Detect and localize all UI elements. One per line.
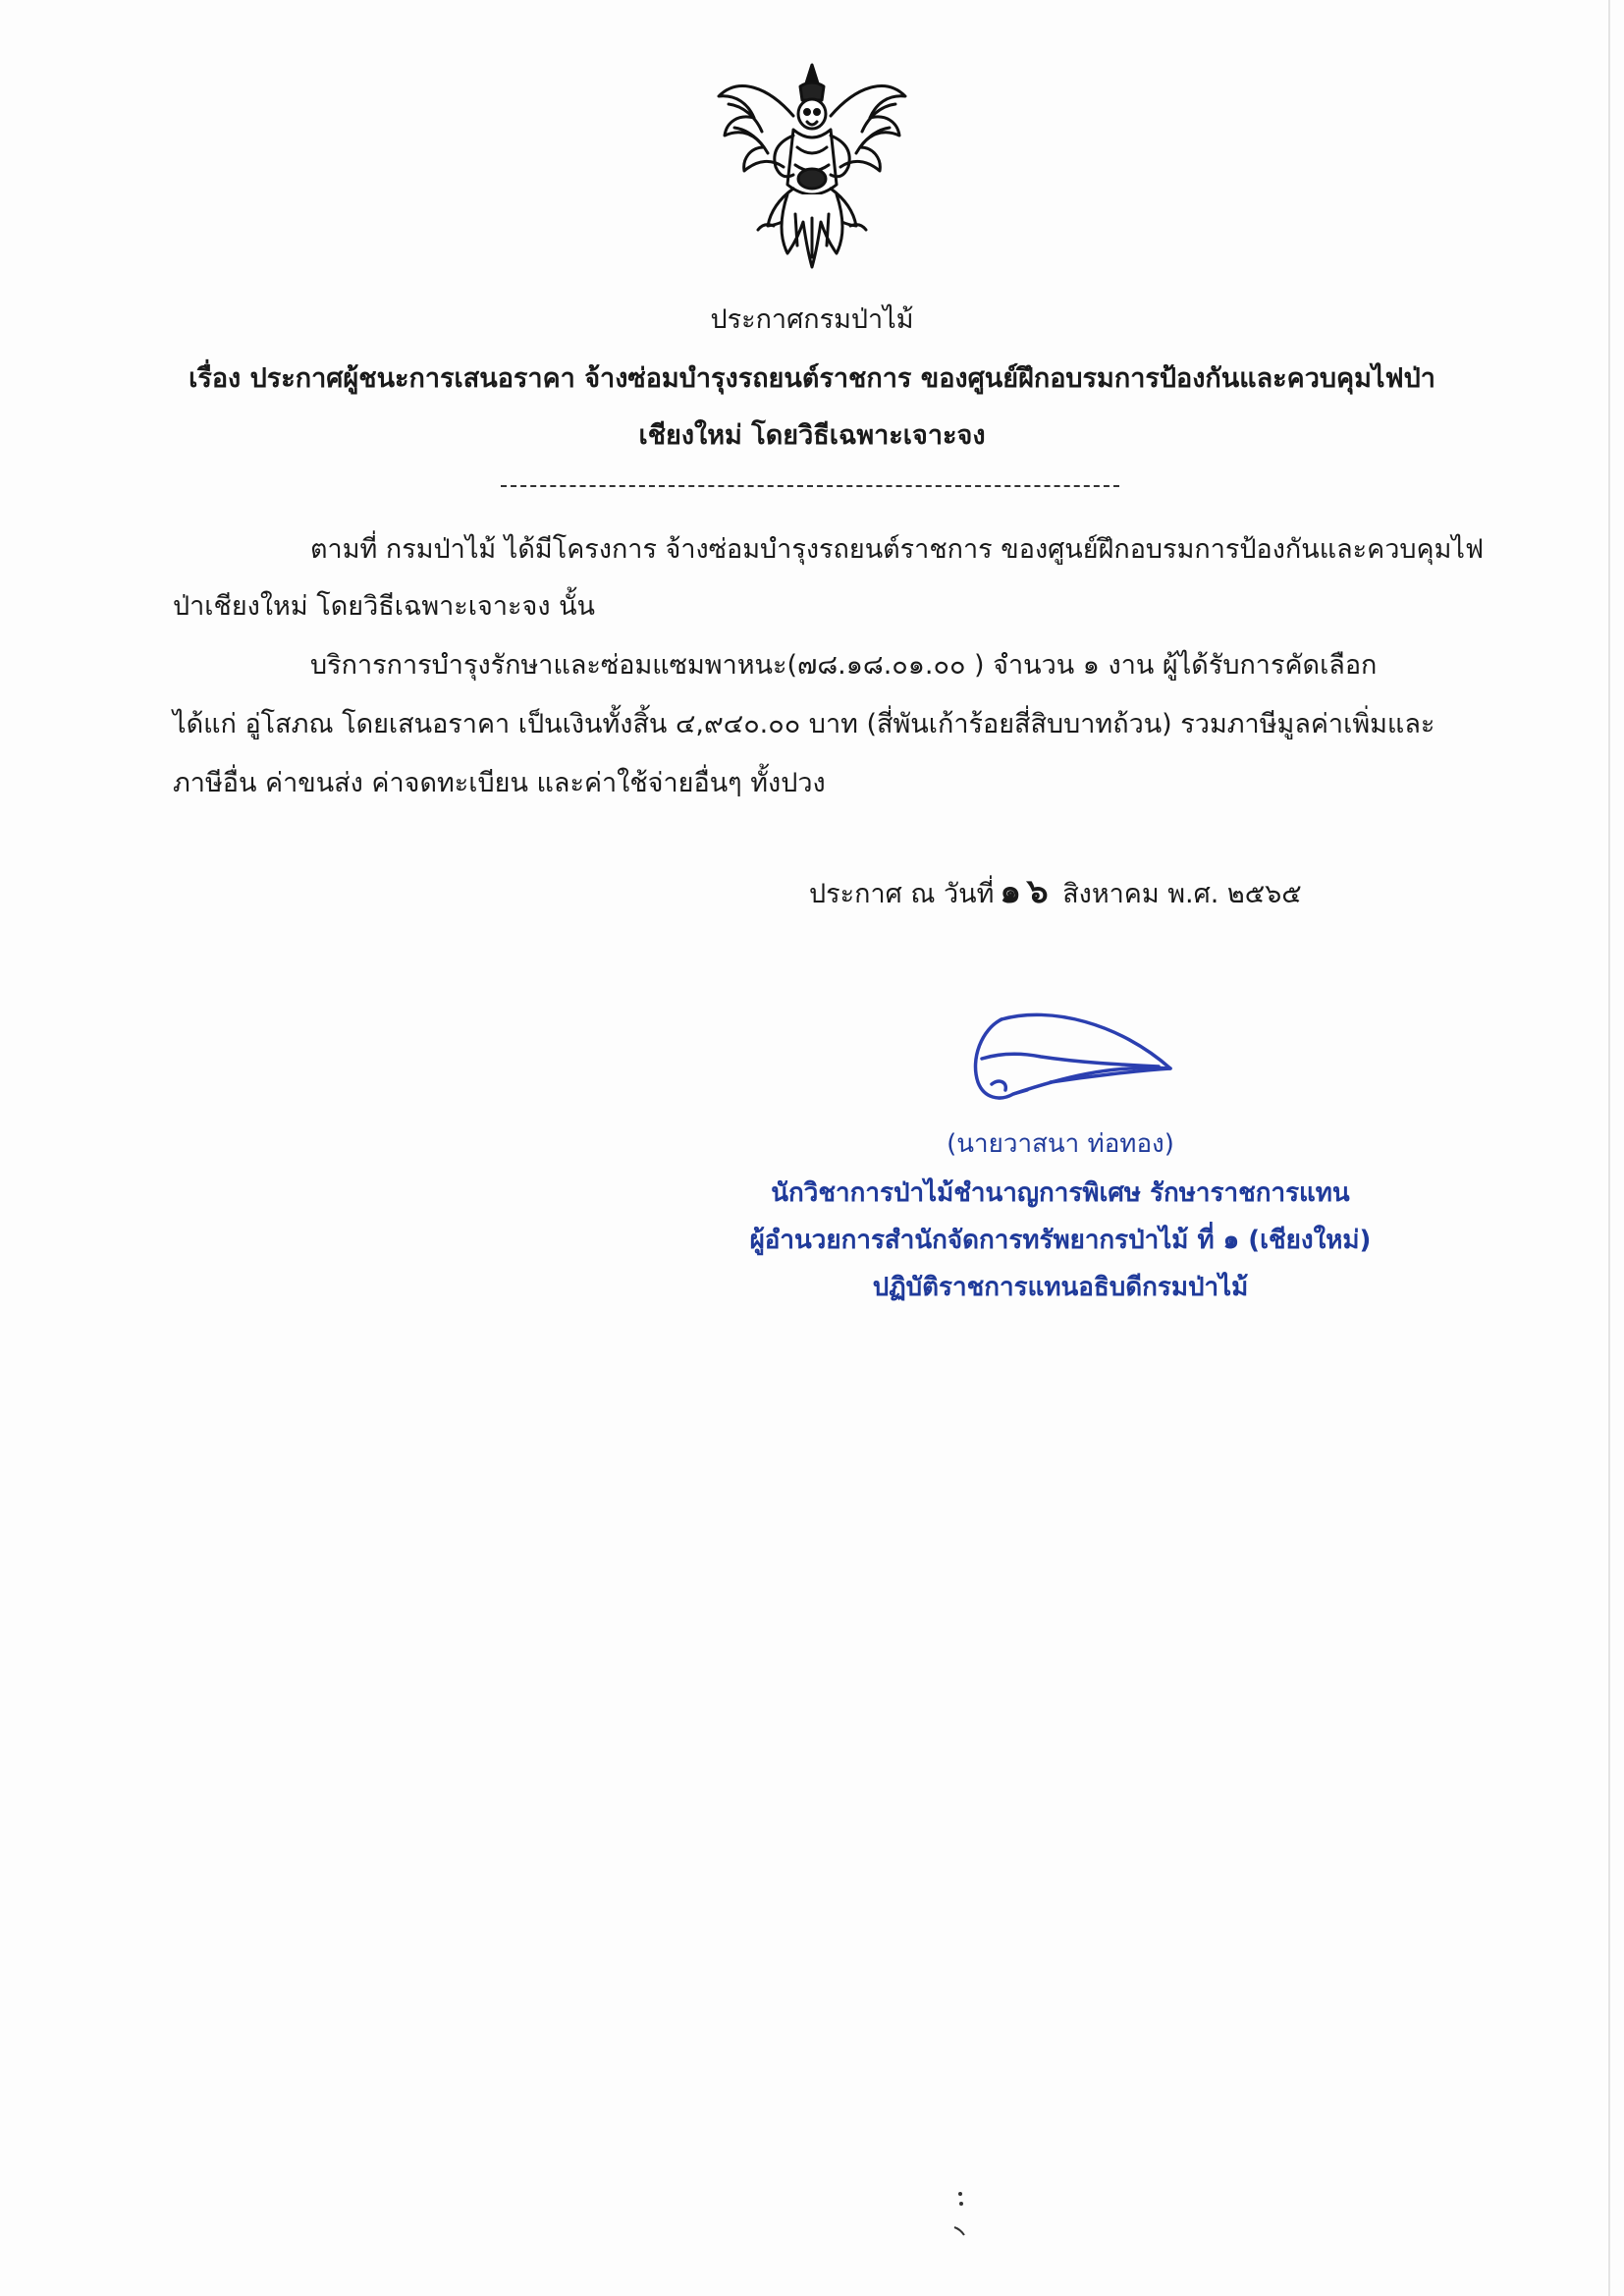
signatory-position-2: ผู้อำนวยการสำนักจัดการทรัพยากรป่าไม้ ที่ ๑ (เชียงใหม่) bbox=[749, 1226, 1372, 1255]
paragraph-1-line-1: ตามที่ กรมป่าไม้ ได้มีโครงการ จ้างซ่อมบำรุงรถยนต์ราชการ ของศูนย์ฝึกอบรมการป้องกันและควบคุมไฟ bbox=[310, 534, 1485, 565]
date-day: ๑๖ bbox=[1000, 872, 1055, 911]
paragraph-2-line-1: บริการการบำรุงรักษาและซ่อมแซมพาหนะ(๗๘.๑๘.๐๑.๐๐ ) จำนวน ๑ งาน ผู้ได้รับการคัดเลือก bbox=[310, 650, 1378, 681]
garuda-emblem-icon bbox=[699, 57, 925, 283]
paragraph-2-line-2: ได้แก่ อู่โสภณ โดยเสนอราคา เป็นเงินทั้งสิ้น ๔,๙๔๐.๐๐ บาท (สี่พันเก้าร้อยสี่สิบบาทถ้วน) รวมภาษีมูลค่าเพิ่มและ bbox=[173, 709, 1435, 739]
signatory-name: (นายวาสนา ท่อทอง) bbox=[947, 1129, 1174, 1159]
scan-edge bbox=[1608, 0, 1610, 2296]
date-month-year: สิงหาคม พ.ศ. ๒๕๖๕ bbox=[1062, 879, 1302, 909]
handwritten-signature-icon bbox=[943, 1000, 1178, 1118]
announcement-date bbox=[809, 872, 1302, 914]
divider bbox=[501, 485, 1119, 487]
signatory-position-3: ปฏิบัติราชการแทนอธิบดีกรมป่าไม้ bbox=[872, 1273, 1249, 1302]
document-title: ประกาศกรมป่าไม้ bbox=[710, 304, 914, 335]
date-prefix: ประกาศ ณ วันที่ bbox=[809, 879, 995, 909]
signatory-position-1: นักวิชาการป่าไม้ชำนาญการพิเศษ รักษาราชการแทน bbox=[771, 1178, 1350, 1208]
subject-line-1: เรื่อง ประกาศผู้ชนะการเสนอราคา จ้างซ่อมบำรุงรถยนต์ราชการ ของศูนย์ฝึกอบรมการป้องกันและควบคุมไฟป่า bbox=[189, 363, 1435, 394]
paragraph-1-line-2: ป่าเชียงใหม่ โดยวิธีเฉพาะเจาะจง นั้น bbox=[173, 591, 596, 622]
scan-marks bbox=[947, 2188, 976, 2247]
paragraph-2-line-3: ภาษีอื่น ค่าขนส่ง ค่าจดทะเบียน และค่าใช้จ่ายอื่นๆ ทั้งปวง bbox=[173, 768, 826, 798]
subject-line-2: เชียงใหม่ โดยวิธีเฉพาะเจาะจง bbox=[638, 420, 986, 451]
